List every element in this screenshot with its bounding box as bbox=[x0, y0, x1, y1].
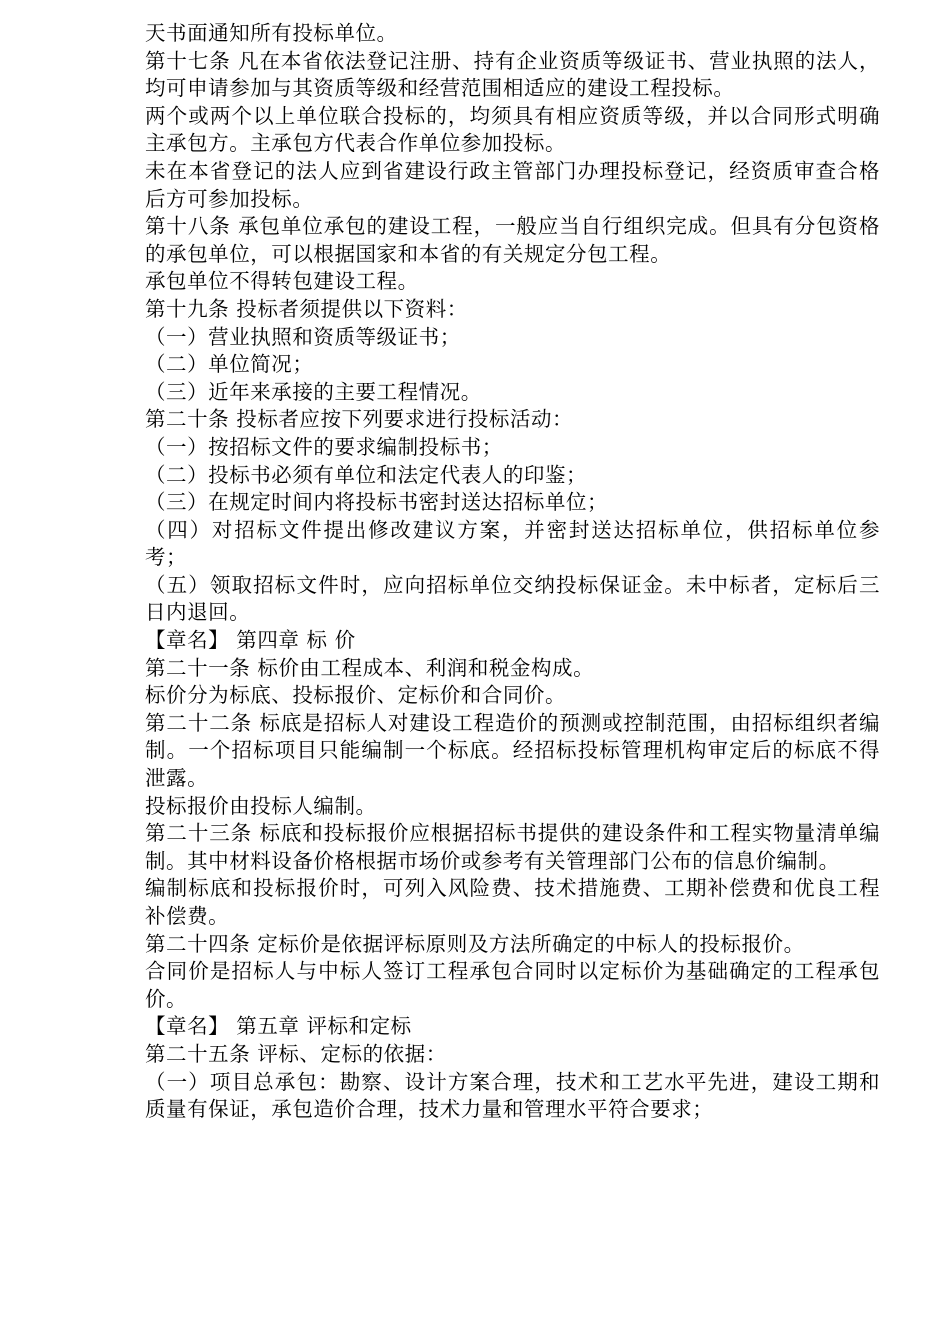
article-23: 第二十三条 标底和投标报价应根据招标书提供的建设条件和工程实物量清单编制。其中材料设备价格根据市场价或参考有关管理部门公布的信息价编制。 bbox=[145, 821, 880, 873]
list-item: （一）营业执照和资质等级证书； bbox=[145, 324, 461, 349]
paragraph: 投标报价由投标人编制。 bbox=[145, 793, 377, 818]
list-item: （一）项目总承包：勘察、设计方案合理，技术和工艺水平先进，建设工期和质量有保证，承包造价合理，技术力量和管理水平符合要求； bbox=[145, 1069, 880, 1122]
paragraph: 合同价是招标人与中标人签订工程承包合同时以定标价为基础确定的工程承包价。 bbox=[145, 959, 880, 1011]
article-24: 第二十四条 定标价是依据评标原则及方法所确定的中标人的投标报价。 bbox=[145, 931, 805, 956]
list-item: （二）单位简况； bbox=[145, 352, 314, 377]
article-20: 第二十条 投标者应按下列要求进行投标活动： bbox=[145, 407, 574, 432]
article-25: 第二十五条 评标、定标的依据： bbox=[145, 1041, 447, 1066]
paragraph: 编制标底和投标报价时，可列入风险费、技术措施费、工期补偿费和优良工程补偿费。 bbox=[145, 876, 880, 928]
paragraph: 两个或两个以上单位联合投标的，均须具有相应资质等级，并以合同形式明确主承包方。主承包方代表合作单位参加投标。 bbox=[145, 103, 880, 156]
paragraph: 天书面通知所有投标单位。 bbox=[145, 21, 398, 45]
article-22: 第二十二条 标底是招标人对建设工程造价的预测或控制范围，由招标组织者编制。一个招标项目只能编制一个标底。经招标投标管理机构审定后的标底不得泄露。 bbox=[145, 710, 880, 791]
paragraph: 标价分为标底、投标报价、定标价和合同价。 bbox=[145, 683, 566, 708]
article-17: 第十七条 凡在本省依法登记注册、持有企业资质等级证书、营业执照的法人，均可申请参加与其资质等级和经营范围相适应的建设工程投标。 bbox=[145, 48, 880, 101]
list-item: （二）投标书必须有单位和法定代表人的印鉴； bbox=[145, 462, 588, 487]
list-item: （三）近年来承接的主要工程情况。 bbox=[145, 379, 482, 404]
paragraph: 未在本省登记的法人应到省建设行政主管部门办理投标登记，经资质审查合格后方可参加投标。 bbox=[145, 158, 880, 211]
paragraph: 承包单位不得转包建设工程。 bbox=[145, 269, 419, 294]
article-19: 第十九条 投标者须提供以下资料： bbox=[145, 296, 468, 321]
article-21: 第二十一条 标价由工程成本、利润和税金构成。 bbox=[145, 655, 595, 680]
document-body bbox=[145, 20, 880, 1124]
article-18: 第十八条 承包单位承包的建设工程，一般应当自行组织完成。但具有分包资格的承包单位，可以根据国家和本省的有关规定分包工程。 bbox=[145, 214, 880, 266]
chapter-heading: 【章名】 第五章 评标和定标 bbox=[145, 1014, 412, 1039]
chapter-heading: 【章名】 第四章 标 价 bbox=[145, 628, 356, 653]
list-item: （五）领取招标文件时，应向招标单位交纳投标保证金。未中标者，定标后三日内退回。 bbox=[145, 572, 880, 625]
list-item: （四）对招标文件提出修改建议方案，并密封送达招标单位，供招标单位参考； bbox=[145, 517, 880, 570]
list-item: （一）按招标文件的要求编制投标书； bbox=[145, 434, 503, 459]
list-item: （三）在规定时间内将投标书密封送达招标单位； bbox=[145, 490, 609, 515]
